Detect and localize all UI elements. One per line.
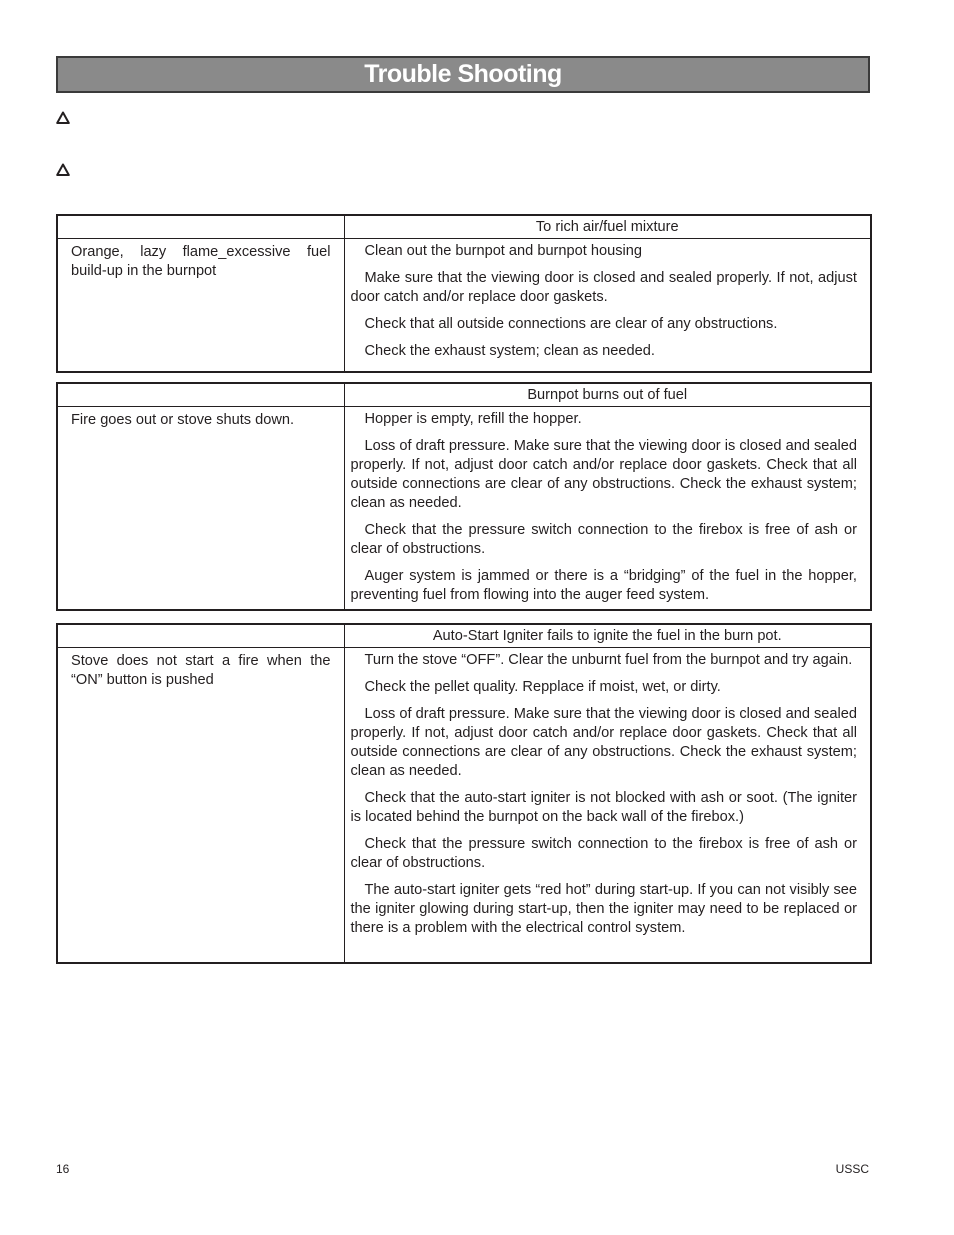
warning-triangle-icon xyxy=(56,111,70,125)
cause-header: Auto-Start Igniter fails to ignite the fuel in the burn pot. xyxy=(344,624,871,648)
problem-header-cell xyxy=(57,624,344,648)
problem-description: Orange, lazy flame_excessive fuel build-up in the burnpot xyxy=(57,239,344,373)
table-header-row xyxy=(57,215,871,239)
remedy-item: Loss of draft pressure. Make sure that the viewing door is closed and sealed properly. If not, adjust door catch and/or replace door gaskets. Check that all outside connections are clear of any obstructions. Check the exhaust system; clean as needed. xyxy=(350,706,857,779)
page-number: 16 xyxy=(56,1162,70,1176)
cause-header: To rich air/fuel mixture xyxy=(344,215,871,239)
problem-header-cell xyxy=(57,215,344,239)
remedies-cell xyxy=(344,648,871,964)
remedy-item: Check that the auto-start igniter is not blocked with ash or soot. (The igniter is located behind the burnpot on the back wall of the firebox.) xyxy=(350,790,857,825)
problem-header-cell xyxy=(57,383,344,407)
table-header-row xyxy=(57,383,871,407)
cause-header: Burnpot burns out of fuel xyxy=(344,383,871,407)
table-header-row xyxy=(57,624,871,648)
remedy-item: Clean out the burnpot and burnpot housing xyxy=(364,243,642,259)
page-title: Trouble Shooting xyxy=(364,60,562,88)
remedy-item: Loss of draft pressure. Make sure that the viewing door is closed and sealed properly. If not, adjust door catch and/or replace door gaskets. Check that all outside connections are clear of any obstructions. Check the exhaust system; clean as needed. xyxy=(350,438,857,511)
remedy-item: Auger system is jammed or there is a “bridging” of the fuel in the hopper, preventing fuel from flowing into the auger feed system. xyxy=(350,568,857,603)
remedy-item: Check that the pressure switch connection to the firebox is free of ash or clear of obstructions. xyxy=(350,836,857,871)
problem-description: Stove does not start a fire when the “ON” button is pushed xyxy=(57,648,344,964)
brand-footer: USSC xyxy=(835,1162,869,1176)
troubleshooting-table xyxy=(56,623,872,964)
troubleshooting-table xyxy=(56,214,872,373)
title-bar xyxy=(56,56,870,93)
remedy-item: Turn the stove “OFF”. Clear the unburnt fuel from the burnpot and try again. xyxy=(364,652,853,668)
warning-triangle-icon xyxy=(56,163,70,177)
table-row xyxy=(57,239,871,373)
remedy-item: Hopper is empty, refill the hopper. xyxy=(364,411,582,427)
remedy-item: Check that all outside connections are clear of any obstructions. xyxy=(364,316,778,332)
remedy-item: Check that the pressure switch connection to the firebox is free of ash or clear of obstructions. xyxy=(350,522,857,557)
table-row xyxy=(57,407,871,611)
remedies-cell xyxy=(344,407,871,611)
remedies-cell xyxy=(344,239,871,373)
table-row xyxy=(57,648,871,964)
remedy-item: Check the pellet quality. Repplace if moist, wet, or dirty. xyxy=(364,679,721,695)
remedy-item: The auto-start igniter gets “red hot” during start-up. If you can not visibly see the igniter glowing during start-up, then the igniter may need to be replaced or there is a problem with the electrical control system. xyxy=(350,882,857,936)
problem-description: Fire goes out or stove shuts down. xyxy=(57,407,344,611)
troubleshooting-table xyxy=(56,382,872,611)
remedy-item: Check the exhaust system; clean as needed. xyxy=(364,343,655,359)
remedy-item: Make sure that the viewing door is closed and sealed properly. If not, adjust door catch and/or replace door gaskets. xyxy=(350,270,857,305)
